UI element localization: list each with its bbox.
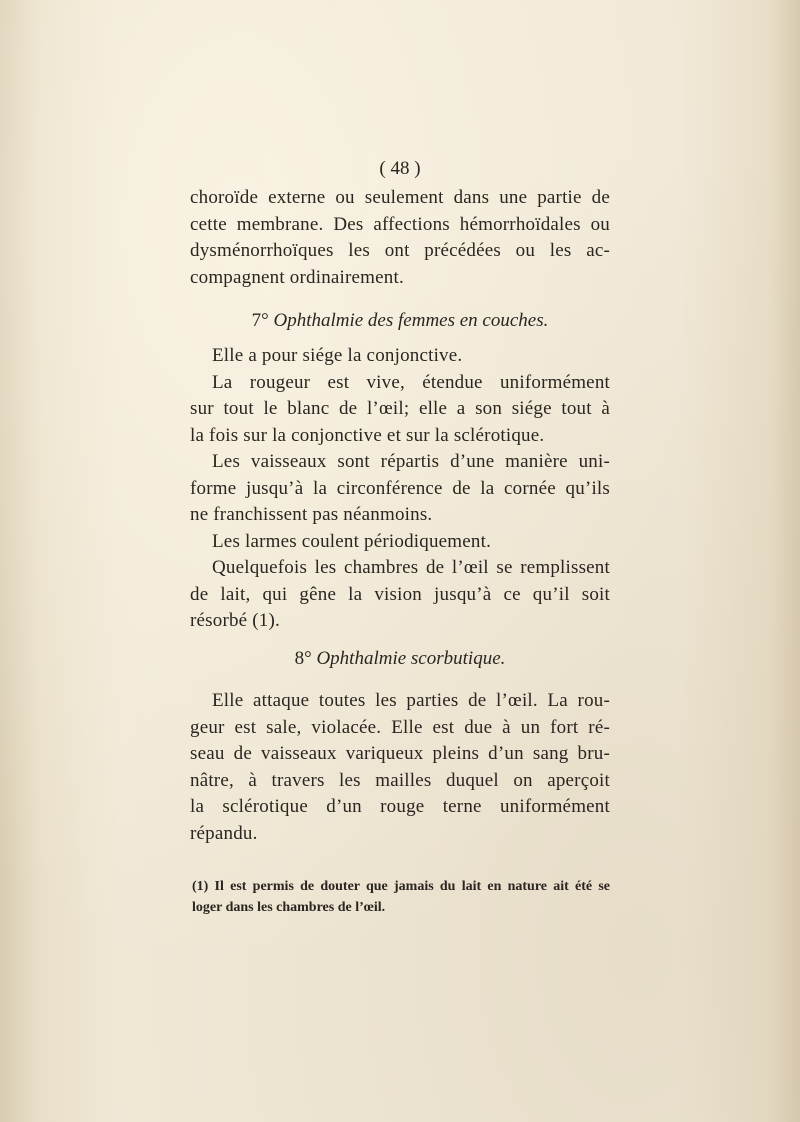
footnote (192, 876, 610, 918)
text-line: La rougeur est vive, étendue uniformément (212, 371, 610, 393)
text-line: choroïde externe ou seulement dans une partie de (190, 187, 610, 208)
text-line: dysménorrhoïques les ont précédées ou les ac- (190, 240, 610, 261)
paragraph-continuation (190, 185, 610, 291)
heading-title: Ophthalmie scorbutique. (316, 648, 506, 669)
text-line: Elle attaque toutes les parties de l’œil. La rou- (212, 690, 610, 711)
text-line: cette membrane. Des affections hémorrhoïdales ou (190, 213, 610, 235)
section-heading-7 (0, 310, 800, 332)
text-line: de lait, qui gêne la vision jusqu’à ce qu’il soit (190, 583, 610, 605)
heading-title: Ophthalmie des femmes en couches. (273, 310, 549, 331)
text-line: la fois sur la conjonctive et sur la sclérotique. (190, 424, 545, 446)
section-7-body (190, 343, 610, 635)
text-line: la sclérotique d’un rouge terne uniformément (190, 796, 610, 817)
text-line: compagnent ordinairement. (190, 266, 404, 288)
heading-number: 7° (251, 310, 269, 331)
text-line: Quelquefois les chambres de l’œil se remplissent (212, 557, 610, 578)
text-line: sur tout le blanc de l’œil; elle a son siége tout à (190, 398, 610, 419)
text-line: forme jusqu’à la circonférence de la cornée qu’ils (190, 477, 610, 499)
text-line: Les larmes coulent périodiquement. (212, 530, 492, 552)
page-number: ( 48 ) (379, 158, 421, 179)
text-line: Elle a pour siége la conjonctive. (212, 345, 463, 366)
text-line: répandu. (190, 822, 258, 844)
text-line: ne franchissent pas néanmoins. (190, 504, 433, 525)
text-line: résorbé (1). (190, 610, 280, 631)
text-line: seau de vaisseaux variqueux pleins d’un sang bru- (190, 743, 610, 764)
section-heading-8 (0, 648, 800, 670)
footnote-line: (1) Il est permis de douter que jamais du lait en nature ait été se (192, 879, 610, 894)
text-line: Les vaisseaux sont répartis d’une manière uni- (212, 451, 610, 472)
text-line: nâtre, à travers les mailles duquel on aperçoit (190, 769, 610, 791)
section-8-body (190, 688, 610, 847)
footnote-line: loger dans les chambres de l’œil. (192, 900, 386, 915)
heading-number: 8° (294, 648, 312, 669)
text-line: geur est sale, violacée. Elle est due à un fort ré- (190, 716, 610, 738)
